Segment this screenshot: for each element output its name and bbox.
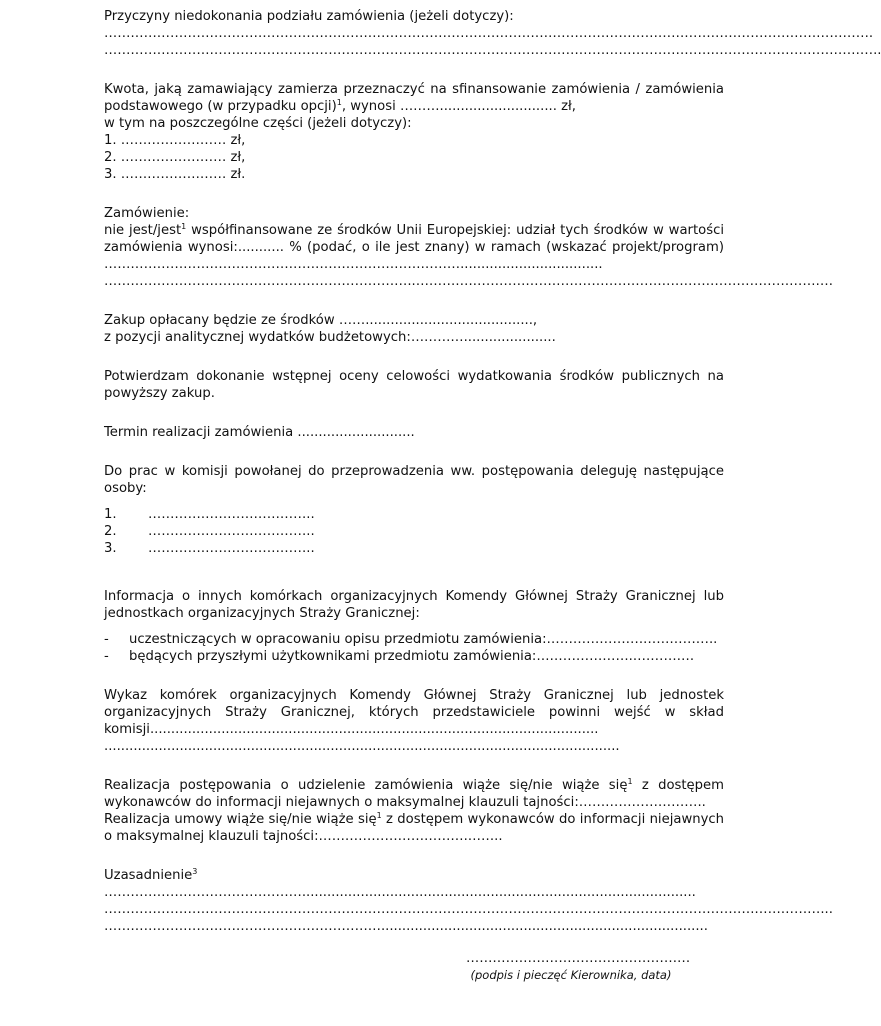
footnote-ref: 1 (181, 222, 187, 231)
justification-section (104, 867, 833, 935)
amount-text-a: Kwota, jaką zamawiający zamierza przeznaczyć na sfinansowanie zamówienia / zamówienia podstawowego (w przypadku opcji) (104, 82, 724, 114)
justification-line-1: ……………………………………….............................................................................................. (104, 885, 696, 900)
list-units-text: Wykaz komórek organizacyjnych Komendy Głównej Straży Granicznej lub jednostek organizacyjnych Straży Granicznej, których przedstawiciele powinni wejść w skład komisji........................................................................................................... (104, 688, 724, 737)
commission-member-3 (104, 540, 724, 557)
classified-text-2b: z dostępem wykonawców do informacji niejawnych o maksymalnej klauzuli tajności:…………………………….…….. (104, 812, 725, 844)
deadline-text: Termin realizacji zamówienia ............................ (104, 425, 415, 440)
classified-contract-text (104, 811, 724, 845)
footnote-ref: 1 (376, 811, 382, 820)
amount-text-b: , wynosi ………............................ zł, (341, 99, 576, 114)
units-future-users (104, 648, 724, 665)
reasons-line-2: ………………………………………………………………………………………………………………………….……………………………….. (104, 43, 881, 58)
item-value: będących przyszłymi użytkownikami przedmiotu zamówienia:…………………..…………. (129, 649, 695, 664)
justification-title (104, 867, 724, 884)
purchase-budget-line: z pozycji analitycznej wydatków budżetowych:…………...................... (104, 330, 556, 345)
signature-label: (podpis i pieczęć Kierownika, data) (470, 968, 672, 982)
purchase-section (104, 312, 724, 346)
classified-text-2a: Realizacja umowy wiąże się/nie wiąże się (104, 812, 377, 827)
list-units-line: ........................................................................................................................... (104, 739, 620, 754)
item-value: ……………………………….. (148, 541, 315, 556)
cofinance-line: ……………………………………………………………..………….………………………………………………………………………. (104, 274, 833, 289)
amount-part-3: 3. …………………… zł. (104, 167, 246, 182)
item-dash: - (104, 649, 109, 664)
commission-member-1 (104, 506, 724, 523)
purchase-funds-line: Zakup opłacany będzie ze środków ……........................................, (104, 313, 538, 328)
item-dash: - (104, 632, 109, 647)
amount-text (104, 81, 724, 115)
footnote-ref: 3 (192, 867, 198, 876)
deadline-section (104, 424, 724, 441)
reasons-section (104, 8, 881, 59)
justification-line-2: ………………………………………………………………………………………………………………………………….……………... (104, 902, 833, 917)
signature-block (466, 950, 691, 984)
justification-title-text: Uzasadnienie (104, 868, 193, 883)
item-value: ……………………………….. (148, 524, 315, 539)
footnote-ref: 1 (627, 777, 633, 786)
classified-text-1a: Realizacja postępowania o udzielenie zamówienia wiąże się/nie wiąże się (104, 778, 628, 793)
cofinance-text (104, 222, 724, 273)
classified-section (104, 777, 724, 845)
justification-line-3: ……………………………………………………….............................................................................. (104, 919, 708, 934)
cofinance-text-b: współfinansowane ze środków Unii Europejskiej: udział tych środków w wartości zamówienia wynosi:........... % (podać, o ile jest znany) w ramach (wskazać projekt/program) ……………………………………………………………………….................................. (104, 223, 724, 272)
commission-member-2 (104, 523, 724, 540)
confirm-section (104, 368, 724, 402)
units-text: Informacja o innych komórkach organizacyjnych Komendy Głównej Straży Granicznej lub jednostkach organizacyjnych Straży Granicznej: (104, 589, 724, 621)
item-value: uczestniczących w opracowaniu opisu przedmiotu zamówienia:………………….…………….. (129, 632, 718, 647)
footnote-ref: 1 (336, 98, 342, 107)
cofinance-text-a: nie jest/jest (104, 223, 182, 238)
item-number: 1. (104, 507, 117, 522)
reasons-line-1: …………………………………………………………………………………………………………………………………………………………. (104, 26, 874, 41)
confirm-text: Potwierdzam dokonanie wstępnej oceny celowości wydatkowania środków publicznych na powyższy zakup. (104, 369, 724, 401)
amount-section (104, 81, 724, 183)
cofinance-section (104, 205, 833, 290)
classified-text-1b: z dostępem wykonawców do informacji niejawnych o maksymalnej klauzuli tajności:……………………….. (104, 778, 724, 810)
item-number: 2. (104, 524, 117, 539)
item-number: 3. (104, 541, 117, 556)
units-section (104, 588, 724, 665)
amount-part-2: 2. …………………… zł, (104, 150, 246, 165)
commission-section (104, 463, 724, 557)
commission-text: Do prac w komisji powołanej do przeprowadzenia ww. postępowania deleguję następujące osoby: (104, 464, 724, 496)
cofinance-heading: Zamówienie: (104, 206, 190, 221)
units-participating (104, 631, 724, 648)
classified-procedure-text (104, 777, 724, 811)
amount-part-1: 1. …………………… zł, (104, 133, 246, 148)
signature-line: …………………………………………… (466, 951, 691, 966)
item-value: ……………………………….. (148, 507, 315, 522)
list-units-section (104, 687, 724, 755)
reasons-title: Przyczyny niedokonania podziału zamówienia (jeżeli dotyczy): (104, 9, 514, 24)
form-content (104, 8, 881, 935)
amount-parts-intro: w tym na poszczególne części (jeżeli dotyczy): (104, 116, 412, 131)
